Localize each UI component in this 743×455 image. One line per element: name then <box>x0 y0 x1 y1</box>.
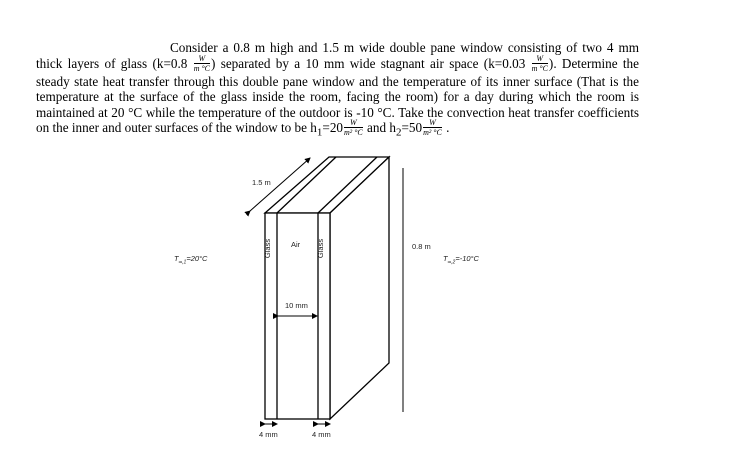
inside-temp-label: $T_{\infty,1}=20^\circ C$ <box>174 254 208 266</box>
problem-text-6: =50 <box>401 120 423 136</box>
glass-right-label: Glass <box>316 238 326 259</box>
width-label: 1.5 m <box>252 178 271 187</box>
outside-temp-label: $T_{\infty,2}=-10^\circ C$ <box>443 254 479 266</box>
problem-text-3: ). Determine the steady state heat transfer through this double pane window and the temperature of its inner surface (That is the temperature at the surface of the glass inside the room, facing the room) for a day during which the room is maintained at 20 °C while the temperature of the outdoor is -10 °C. Take the convection heat transfer coefficients on the inner and outer surfaces of the window to be h <box>36 55 639 136</box>
height-label: 0.8 m <box>412 242 431 251</box>
subscript-1: 1 <box>316 127 323 140</box>
problem-text-4: =20 <box>322 120 344 136</box>
unit-fraction-1: $\frac{W}{m ^\circ C}$ <box>193 53 210 73</box>
problem-text-2: ) separated by a 10 mm wide stagnant air space (k=0.03 <box>211 55 531 71</box>
unit-fraction-3: $\frac{W}{\text{m² °C}}$ <box>344 118 363 138</box>
subscript-2: 2 <box>395 127 402 140</box>
unit-fraction-4: $\frac{W}{\text{m² °C}}$ <box>423 118 442 138</box>
unit-fraction-2: $\frac{W}{m ^\circ C}$ <box>531 53 548 73</box>
glass-left-label: Glass <box>263 238 273 259</box>
problem-text-5: and h <box>363 120 396 136</box>
air-label: Air <box>291 240 301 249</box>
thick-right-label: 4 mm <box>312 430 331 439</box>
gap-label: 10 mm <box>285 301 308 310</box>
problem-text-7: . <box>442 120 450 136</box>
problem-text-1: Consider a 0.8 m high and 1.5 m wide double pane window consisting of two 4 mm thick layers of glass (k=0.8 <box>36 40 639 71</box>
thick-left-label: 4 mm <box>259 430 278 439</box>
